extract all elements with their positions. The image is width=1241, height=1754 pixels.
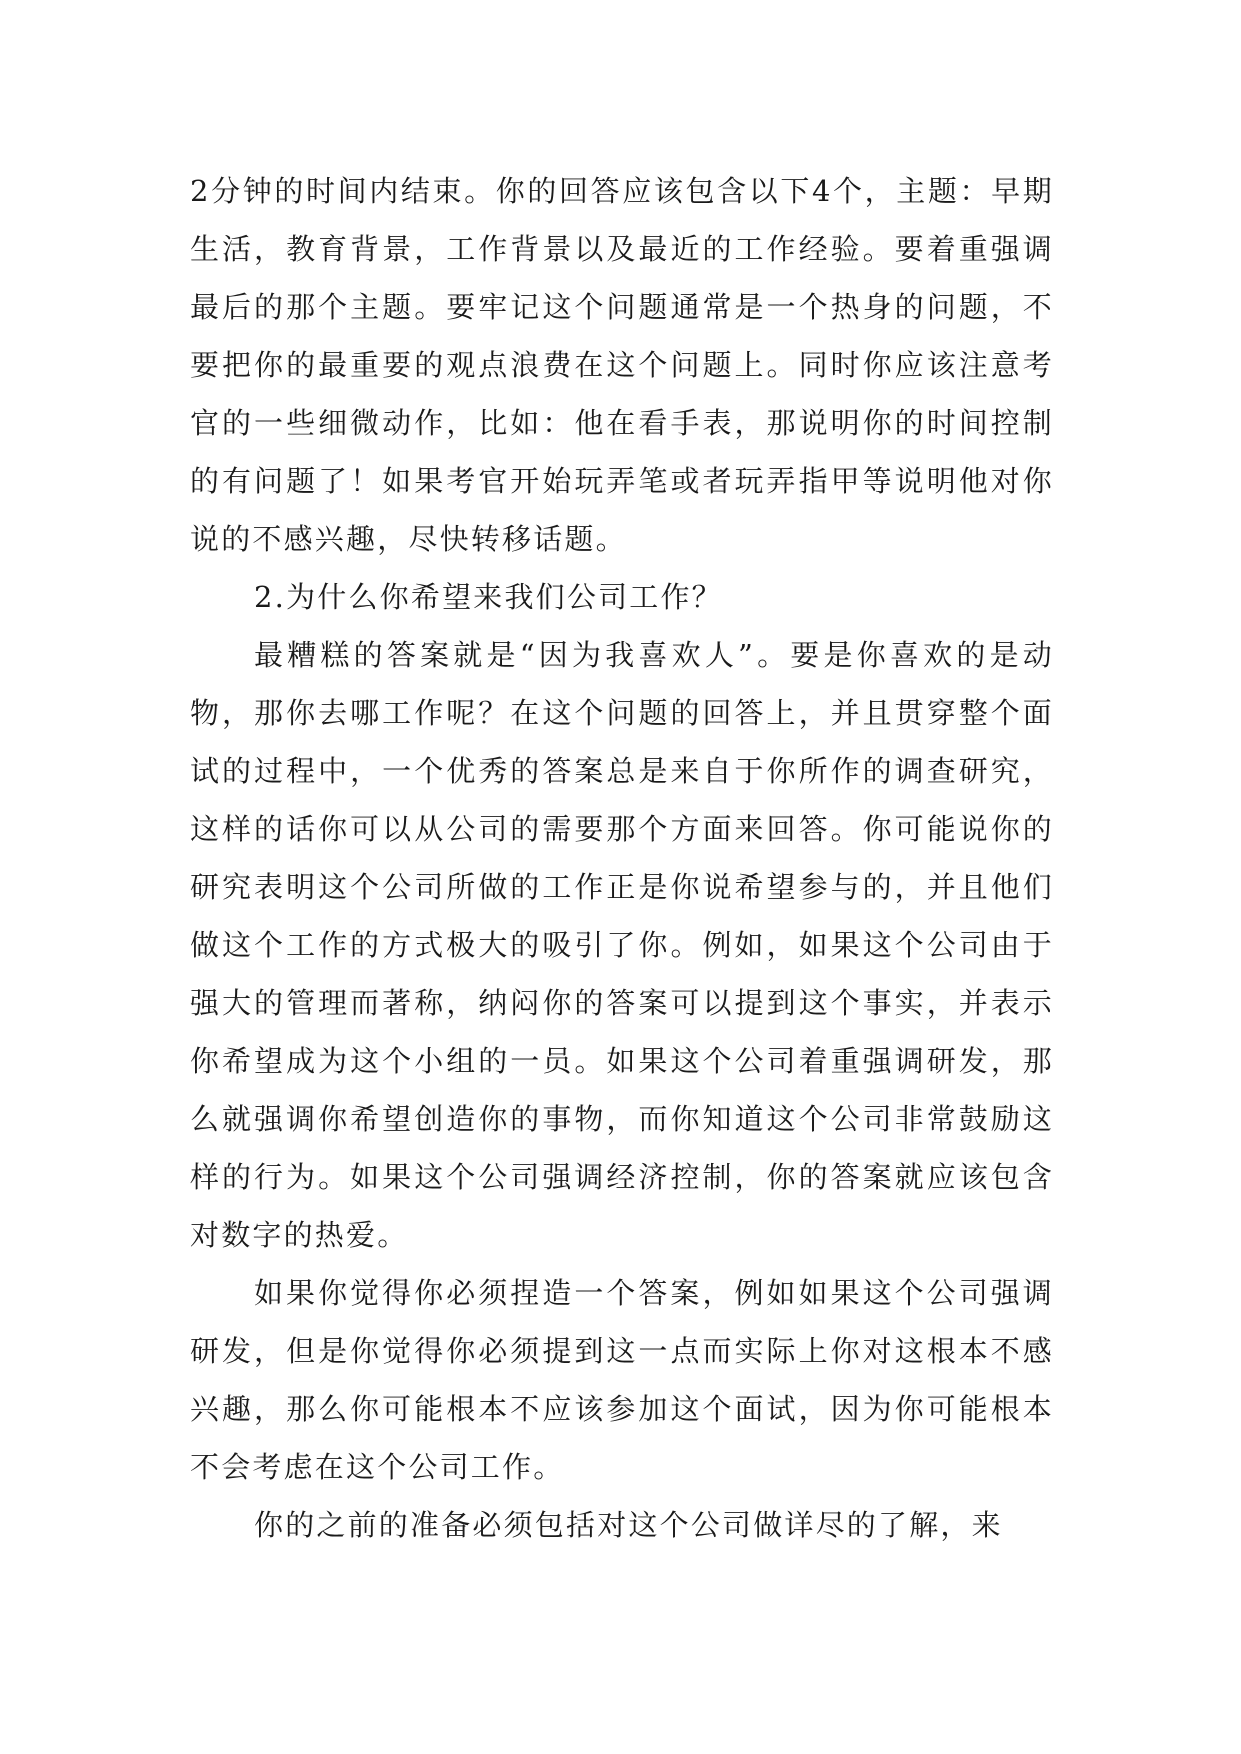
- paragraph-4: 如果你觉得你必须捏造一个答案，例如如果这个公司强调研发，但是你觉得你必须提到这一点而实际上你对这根本不感兴趣，那么你可能根本不应该参加这个面试，因为你可能根本不会考虑在这个公司工作。: [190, 1276, 1054, 1484]
- document-body: [190, 162, 1054, 1554]
- paragraph-1: 2分钟的时间内结束。你的回答应该包含以下4个，主题：早期生活，教育背景，工作背景以及最近的工作经验。要着重强调最后的那个主题。要牢记这个问题通常是一个热身的问题，不要把你的最重要的观点浪费在这个问题上。同时你应该注意考官的一些细微动作，比如：他在看手表，那说明你的时间控制的有问题了！如果考官开始玩弄笔或者玩弄指甲等说明他对你说的不感兴趣，尽快转移话题。: [190, 174, 1054, 556]
- paragraph-heading-question-2: 2.为什么你希望来我们公司工作？: [254, 580, 723, 614]
- paragraph-3: 最糟糕的答案就是“因为我喜欢人”。要是你喜欢的是动物，那你去哪工作呢？在这个问题的回答上，并且贯穿整个面试的过程中，一个优秀的答案总是来自于你所作的调查研究，这样的话你可以从公司的需要那个方面来回答。你可能说你的研究表明这个公司所做的工作正是你说希望参与的，并且他们做这个工作的方式极大的吸引了你。例如，如果这个公司由于强大的管理而著称，纳闷你的答案可以提到这个事实，并表示你希望成为这个小组的一员。如果这个公司着重强调研发，那么就强调你希望创造你的事物，而你知道这个公司非常鼓励这样的行为。如果这个公司强调经济控制，你的答案就应该包含对数字的热爱。: [190, 638, 1054, 1252]
- paragraph-5: 你的之前的准备必须包括对这个公司做详尽的了解，来: [254, 1508, 1003, 1542]
